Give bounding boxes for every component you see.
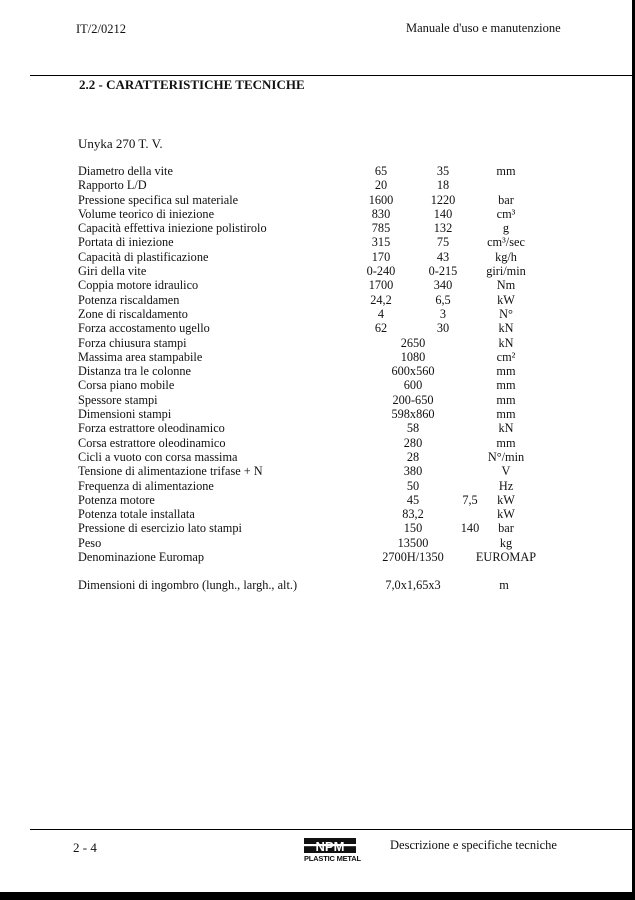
spec-label: Pressione di esercizio lato stampi: [78, 521, 242, 536]
page-number: 2 - 4: [73, 840, 97, 855]
spec-row: [78, 307, 578, 321]
spec-unit: V: [501, 464, 511, 479]
spec-value-2: 140: [433, 206, 453, 221]
spec-row: [78, 536, 578, 550]
dimensions-unit: m: [499, 578, 509, 592]
header-rule: [30, 75, 635, 76]
spec-label: Forza chiusura stampi: [78, 335, 187, 350]
spec-unit: kN: [498, 321, 514, 336]
dimensions-label: Dimensioni di ingombro (lungh., largh., alt.): [78, 578, 298, 592]
spec-label: Cicli a vuoto con corsa massima: [78, 449, 238, 464]
spec-unit: EUROMAP: [475, 550, 537, 565]
spec-label: Corsa estrattore oleodinamico: [78, 435, 226, 450]
spec-row: [78, 550, 578, 564]
spec-value-2: 43: [436, 249, 450, 264]
spec-row: [78, 293, 578, 307]
spec-value-1: 65: [374, 164, 388, 178]
spec-value: 280: [403, 435, 423, 450]
spec-unit: kW: [497, 492, 515, 507]
spec-value: 200-650: [392, 392, 434, 407]
spec-value: 28: [406, 449, 420, 464]
spec-row: [78, 250, 578, 264]
spec-value-2: 3: [439, 306, 447, 321]
spec-value-1: 24,2: [370, 292, 392, 307]
spec-value-2: 6,5: [435, 292, 451, 307]
spec-row: [78, 493, 578, 507]
spec-value: 13500: [397, 535, 429, 550]
spec-unit: kW: [497, 292, 515, 307]
spec-unit: g: [502, 221, 510, 236]
spec-row: [78, 164, 578, 178]
spec-value: 380: [403, 464, 423, 479]
spec-label: Forza accostamento ugello: [78, 321, 210, 336]
spec-unit: bar: [498, 192, 514, 207]
spec-label: Rapporto L/D: [78, 178, 147, 193]
spec-label: Distanza tra le colonne: [78, 364, 192, 379]
spec-row: [78, 350, 578, 364]
spec-unit: bar: [498, 521, 514, 536]
spec-row: [78, 207, 578, 221]
spec-label: Potenza riscaldamen: [78, 292, 180, 307]
spec-value-1: 785: [371, 221, 391, 236]
spec-unit: mm: [496, 378, 516, 393]
spec-value: 50: [406, 478, 420, 493]
spec-row: [78, 464, 578, 478]
spec-value-extra: 7,5: [462, 492, 478, 507]
spec-row: [78, 235, 578, 249]
spec-unit: mm: [496, 435, 516, 450]
spec-unit: cm³/sec: [487, 235, 525, 250]
spec-label: Forza estrattore oleodinamico: [78, 421, 225, 436]
spec-label: Portata di iniezione: [78, 235, 174, 250]
spec-value-1: 1700: [368, 278, 394, 293]
spec-row: [78, 178, 578, 192]
spec-unit: kg/h: [495, 249, 517, 264]
spec-row: [78, 521, 578, 535]
dimensions-value: 7,0x1,65x3: [385, 578, 441, 592]
doc-code: IT/2/0212: [76, 22, 126, 36]
spec-label: Dimensioni stampi: [78, 407, 172, 422]
spec-row: [78, 336, 578, 350]
spec-row: [78, 507, 578, 521]
spec-label: Zone di riscaldamento: [78, 306, 188, 321]
spec-row: [78, 393, 578, 407]
spec-label: Coppia motore idraulico: [78, 278, 199, 293]
svg-text:NPM: NPM: [315, 839, 345, 853]
dimensions-row: [78, 578, 578, 594]
spec-value-1: 830: [371, 206, 391, 221]
spec-label: Denominazione Euromap: [78, 550, 205, 565]
spec-value: 1080: [400, 349, 426, 364]
spec-value-1: 20: [374, 178, 388, 193]
manual-title: Manuale d'uso e manutenzione: [406, 21, 561, 35]
spec-label: Giri della vite: [78, 264, 147, 279]
spec-label: Capacità effettiva iniezione polistirolo: [78, 221, 267, 236]
spec-value: 2650: [400, 335, 426, 350]
spec-value-2: 30: [436, 321, 450, 336]
spec-label: Capacità di plastificazione: [78, 249, 209, 264]
section-title: 2.2 - CARATTERISTICHE TECNICHE: [79, 77, 305, 92]
spec-unit: mm: [496, 364, 516, 379]
spec-unit: Nm: [496, 278, 516, 293]
spec-unit: cm³: [496, 206, 516, 221]
spec-value: 600: [403, 378, 423, 393]
npm-logo: [304, 838, 360, 863]
spec-label: Tensione di alimentazione trifase + N: [78, 464, 263, 479]
spec-table: [78, 164, 578, 564]
spec-unit: mm: [496, 407, 516, 422]
spec-label: Massima area stampabile: [78, 349, 203, 364]
spec-unit: kN: [498, 421, 514, 436]
spec-value: 45: [406, 492, 420, 507]
spec-row: [78, 364, 578, 378]
spec-label: Spessore stampi: [78, 392, 158, 407]
spec-unit: kN: [498, 335, 514, 350]
spec-row: [78, 378, 578, 392]
spec-label: Pressione specifica sul materiale: [78, 192, 239, 207]
spec-row: [78, 407, 578, 421]
spec-value-2: 340: [433, 278, 453, 293]
npm-logo-mark: [304, 838, 356, 853]
spec-label: Diametro della vite: [78, 164, 173, 178]
spec-value: 600x560: [391, 364, 435, 379]
spec-value: 83,2: [402, 507, 424, 522]
spec-unit: kg: [499, 535, 513, 550]
spec-row: [78, 278, 578, 292]
npm-logo-text: PLASTIC METAL: [304, 854, 361, 863]
spec-row: [78, 479, 578, 493]
spec-label: Corsa piano mobile: [78, 378, 175, 393]
footer-section-name: Descrizione e specifiche tecniche: [390, 838, 557, 852]
spec-value-2: 1220: [430, 192, 456, 207]
spec-value-1: 0-240: [366, 264, 396, 279]
spec-row: [78, 264, 578, 278]
model-name: Unyka 270 T. V.: [78, 136, 163, 151]
spec-unit: mm: [496, 392, 516, 407]
scan-edge-bottom: [0, 892, 635, 900]
spec-value-2: 75: [436, 235, 450, 250]
spec-value-2: 35: [436, 164, 450, 178]
spec-unit: kW: [497, 507, 515, 522]
spec-value: 2700H/1350: [382, 550, 444, 565]
spec-value-extra: 140: [460, 521, 480, 536]
spec-value: 58: [406, 421, 420, 436]
spec-row: [78, 421, 578, 435]
spec-value-2: 18: [436, 178, 450, 193]
spec-unit: Hz: [498, 478, 514, 493]
spec-value-1: 62: [374, 321, 388, 336]
spec-label: Potenza totale installata: [78, 507, 195, 522]
spec-value-2: 132: [433, 221, 453, 236]
spec-unit: cm²: [496, 349, 516, 364]
spec-value-1: 4: [377, 306, 385, 321]
spec-value: 150: [403, 521, 423, 536]
spec-row: [78, 193, 578, 207]
spec-label: Peso: [78, 535, 102, 550]
spec-label: Frequenza di alimentazione: [78, 478, 214, 493]
spec-unit: N°: [499, 306, 513, 321]
spec-row: [78, 321, 578, 335]
spec-value-1: 315: [371, 235, 391, 250]
spec-unit: mm: [496, 164, 516, 178]
footer-rule: [30, 829, 635, 830]
spec-value-1: 170: [371, 249, 391, 264]
spec-label: Volume teorico di iniezione: [78, 206, 215, 221]
spec-row: [78, 450, 578, 464]
spec-row: [78, 436, 578, 450]
spec-row: [78, 221, 578, 235]
spec-value-1: 1600: [368, 192, 394, 207]
spec-label: Potenza motore: [78, 492, 155, 507]
spec-value: 598x860: [391, 407, 435, 422]
spec-value-2: 0-215: [428, 264, 458, 279]
spec-unit: giri/min: [486, 264, 526, 279]
spec-unit: N°/min: [487, 449, 525, 464]
